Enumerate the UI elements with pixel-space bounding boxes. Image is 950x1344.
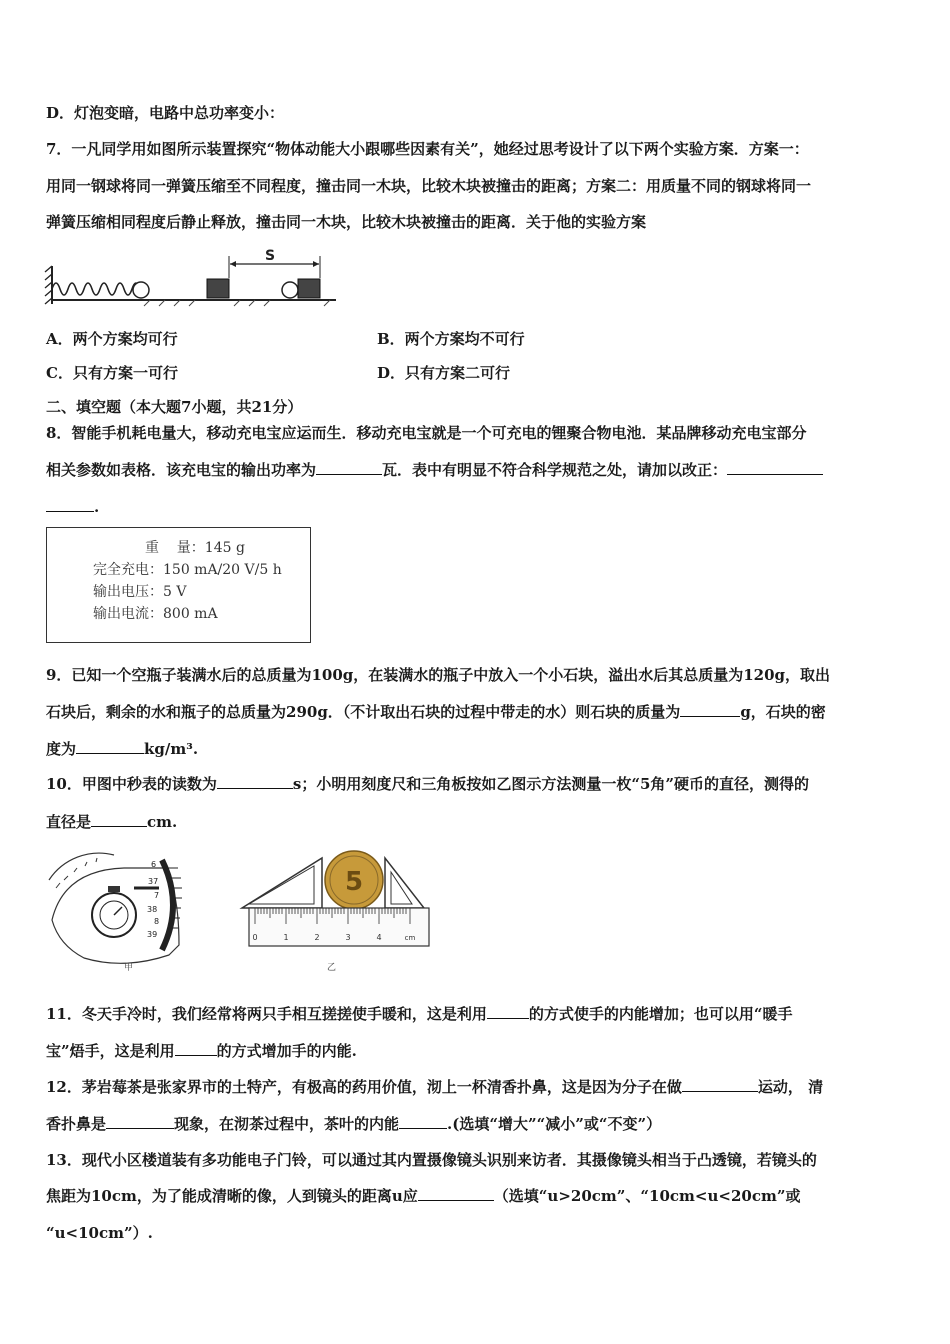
stopwatch-small-dial bbox=[49, 853, 114, 880]
q11-text-d: 的方式增加手的内能. bbox=[216, 1042, 357, 1060]
q12-line-2 bbox=[46, 1114, 661, 1134]
steel-ball-2 bbox=[282, 282, 298, 298]
wall-hatch bbox=[45, 266, 52, 304]
spec-table bbox=[46, 527, 311, 643]
q10-text-c: 直径是 bbox=[46, 813, 92, 831]
q7-figure bbox=[44, 244, 339, 314]
q7-line-3: 弹簧压缩相同程度后静止释放，撞击同一木块，比较木块被撞击的距离．关于他的实验方案 bbox=[46, 213, 647, 231]
q12-blank-motion[interactable] bbox=[682, 1077, 758, 1092]
q8-blank-correction[interactable] bbox=[727, 460, 823, 475]
q8-line-3 bbox=[46, 497, 99, 517]
q9-text-b: g，石块的密 bbox=[740, 703, 826, 721]
sw-num-6: 6 bbox=[151, 860, 157, 869]
q13-line-2 bbox=[46, 1186, 800, 1206]
stopwatch-scale-band bbox=[162, 860, 173, 950]
q11-text-a: 11．冬天手冷时，我们经常将两只手相互搓搓使手暖和，这是利用 bbox=[46, 1005, 487, 1023]
q12-blank-phenomenon[interactable] bbox=[106, 1114, 174, 1129]
q8-period: . bbox=[94, 498, 100, 516]
ruler-label-4: 4 bbox=[376, 933, 382, 942]
sw-num-37: 37 bbox=[148, 877, 159, 886]
q11-text-b: 的方式使手的内能增加；也可以用“暖手 bbox=[528, 1005, 793, 1023]
q13-line-3: “u<10cm”）. bbox=[46, 1224, 153, 1242]
ruler-label-1: 1 bbox=[283, 933, 289, 942]
sw-num-7: 7 bbox=[154, 891, 160, 900]
q8-text-b: 瓦．表中有明显不符合科学规范之处，请加以改正： bbox=[382, 461, 728, 479]
q10-text-a: 10．甲图中秒表的读数为 bbox=[46, 775, 217, 793]
q7-option-c[interactable]: C．只有方案一可行 bbox=[46, 364, 178, 382]
coin-label: 5 bbox=[344, 867, 364, 897]
ruler-label-0: 0 bbox=[252, 933, 258, 942]
stopwatch-hand bbox=[114, 907, 122, 915]
q13-text-b: （选填“u>20cm”、“10cm<u<20cm”或 bbox=[493, 1187, 801, 1205]
q7-option-d[interactable]: D．只有方案二可行 bbox=[377, 364, 511, 382]
q12-text-e: .(选填“增大”“减小”或“不变”） bbox=[447, 1115, 662, 1133]
steel-ball-1 bbox=[133, 282, 149, 298]
q12-text-d: 现象，在沏茶过程中，茶叶的内能 bbox=[174, 1115, 400, 1133]
left-triangle-inner bbox=[249, 866, 314, 904]
q10-text-b: s；小明用刻度尺和三角板按如乙图示方法测量一枚“5角”硬币的直径，测得的 bbox=[292, 775, 810, 793]
q13-text-a: 焦距为10cm，为了能成清晰的像，人到镜头的距离u应 bbox=[46, 1187, 418, 1205]
section-heading: 二、填空题（本大题7小题，共21分） bbox=[46, 398, 303, 416]
q9-blank-mass[interactable] bbox=[680, 702, 740, 717]
wood-block-2 bbox=[298, 279, 320, 298]
ruler-setup bbox=[242, 851, 429, 973]
q7-option-a[interactable]: A．两个方案均可行 bbox=[46, 330, 178, 348]
q13-line-1: 13．现代小区楼道装有多功能电子门铃，可以通过其内置摄像镜头识别来访者．其摄像镜头相当于凸透镜，若镜头的 bbox=[46, 1151, 817, 1169]
spec-row-voltage: 输出电压：5 V bbox=[93, 584, 187, 600]
q12-blank-energy[interactable] bbox=[399, 1114, 447, 1129]
q9-text-c: 度为 bbox=[46, 740, 77, 758]
sw-num-8: 8 bbox=[154, 917, 160, 926]
stopwatch-body bbox=[52, 868, 179, 963]
spec-row-charge: 完全充电：150 mA/20 V/5 h bbox=[93, 562, 282, 578]
q10-line-1 bbox=[46, 774, 809, 794]
q10-blank-diameter[interactable] bbox=[91, 812, 147, 827]
q12-text-b: 运动， 清 bbox=[757, 1078, 824, 1096]
small-dial-ticks bbox=[56, 858, 97, 888]
stopwatch-crown bbox=[108, 886, 120, 892]
spec-row-weight: 重 量：145 g bbox=[145, 540, 245, 556]
stopwatch bbox=[49, 853, 182, 973]
q11-line-1 bbox=[46, 1004, 793, 1024]
spring bbox=[52, 283, 140, 295]
q7-line-1: 7．一凡同学用如图所示装置探究“物体动能大小跟哪些因素有关”，她经过思考设计了以下两个实验方案．方案一： bbox=[46, 140, 809, 158]
q10-line-2 bbox=[46, 812, 177, 832]
caption-right: 乙 bbox=[327, 963, 337, 973]
q9-line-1: 9．已知一个空瓶子装满水后的总质量为100g，在装满水的瓶子中放入一个小石块，溢出水后其总质量为120g，取出 bbox=[46, 666, 831, 684]
distance-label: S bbox=[264, 248, 276, 264]
spec-row-current: 输出电流：800 mA bbox=[93, 606, 218, 622]
q11-blank-1[interactable] bbox=[487, 1004, 529, 1019]
q10-text-d: cm. bbox=[147, 813, 178, 831]
q10-blank-time[interactable] bbox=[217, 774, 293, 789]
q11-blank-2[interactable] bbox=[175, 1041, 217, 1056]
q12-text-c: 香扑鼻是 bbox=[46, 1115, 107, 1133]
ruler-label-cm: cm bbox=[404, 934, 416, 942]
q11-text-c: 宝”焐手，这是利用 bbox=[46, 1042, 175, 1060]
q8-line-1: 8．智能手机耗电量大，移动充电宝应运而生．移动充电宝就是一个可充电的锂聚合物电池．某品牌移动充电宝部分 bbox=[46, 424, 807, 442]
q9-text-d: kg/m³. bbox=[144, 740, 199, 758]
q13-blank-distance[interactable] bbox=[418, 1186, 494, 1201]
q9-blank-density[interactable] bbox=[76, 739, 144, 754]
q11-line-2 bbox=[46, 1041, 357, 1061]
wood-block-1 bbox=[207, 279, 229, 298]
q9-line-2 bbox=[46, 702, 826, 722]
q12-line-1 bbox=[46, 1077, 823, 1097]
q7-option-b[interactable]: B．两个方案均不可行 bbox=[377, 330, 525, 348]
q9-text-a: 石块后，剩余的水和瓶子的总质量为290g．（不计取出石块的过程中带走的水）则石块的质量为 bbox=[46, 703, 681, 721]
sw-num-39: 39 bbox=[147, 930, 158, 939]
q7-line-2: 用同一钢球将同一弹簧压缩至不同程度，撞击同一木块，比较木块被撞击的距离；方案二：用质量不同的钢球将同一 bbox=[46, 177, 812, 195]
ruler-label-3: 3 bbox=[345, 933, 351, 942]
prev-option-d: D．灯泡变暗，电路中总功率变小： bbox=[46, 104, 285, 122]
caption-left: 甲 bbox=[124, 963, 134, 973]
q12-text-a: 12．茅岩莓茶是张家界市的土特产，有极高的药用价值，沏上一杯清香扑鼻，这是因为分子在做 bbox=[46, 1078, 682, 1096]
q8-blank-power[interactable] bbox=[316, 460, 382, 475]
q8-line-2 bbox=[46, 460, 823, 480]
q10-figure bbox=[44, 850, 434, 975]
q8-text-a: 相关参数如表格．该充电宝的输出功率为 bbox=[46, 461, 317, 479]
ruler-label-2: 2 bbox=[314, 933, 320, 942]
q9-line-3 bbox=[46, 739, 198, 759]
q8-blank-correction-cont[interactable] bbox=[46, 497, 94, 512]
sw-num-38: 38 bbox=[147, 905, 158, 914]
